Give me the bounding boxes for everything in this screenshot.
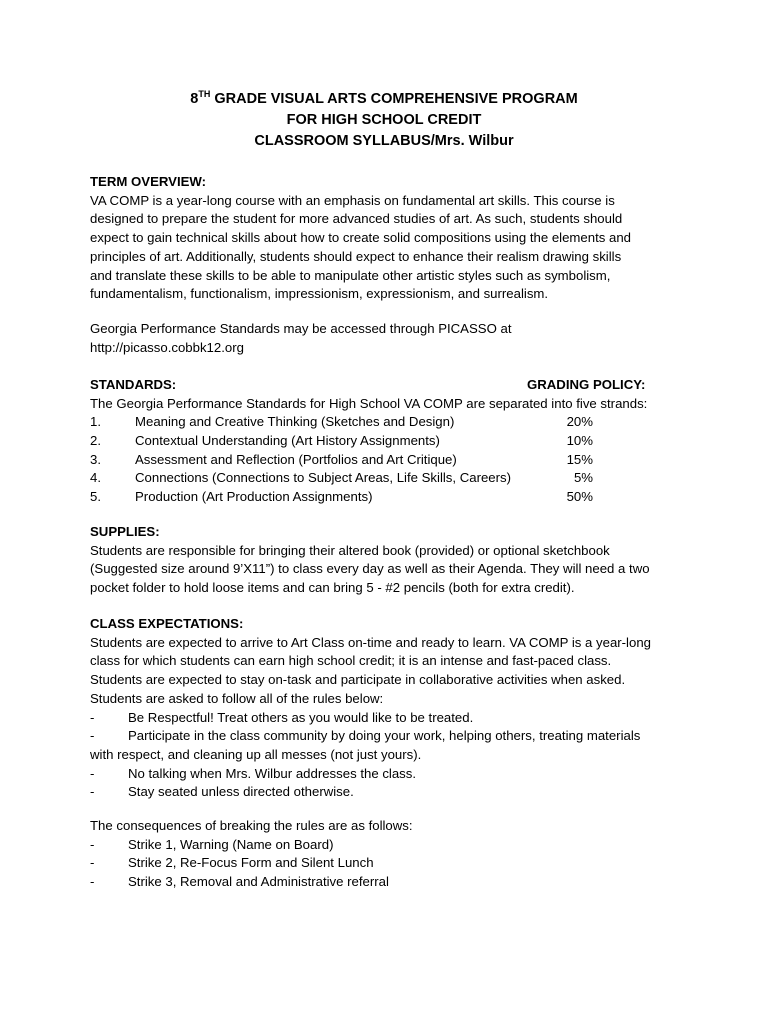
- paragraph-line: principles of art. Additionally, students should expect to enhance their realism drawing skills: [90, 248, 622, 264]
- strand-row: [90, 432, 690, 451]
- strand-number: 5.: [90, 489, 101, 505]
- consequence-item: [90, 873, 690, 892]
- consequence-text: Strike 2, Re-Focus Form and Silent Lunch: [128, 855, 374, 871]
- paragraph-line: (Suggested size around 9’X11”) to class every day as well as their Agenda. They will need a two: [90, 561, 650, 577]
- dash-bullet: -: [90, 874, 95, 890]
- strand-percent: 15%: [566, 451, 593, 467]
- title-superscript: TH: [198, 89, 211, 99]
- paragraph-line: Students are expected to stay on-task and participate in collaborative activities when asked.: [90, 672, 626, 688]
- rule-item: [90, 709, 690, 728]
- strand-row: [90, 469, 690, 488]
- consequence-item: [90, 836, 690, 855]
- dash-bullet: -: [90, 765, 95, 781]
- rule-text: Stay seated unless directed otherwise.: [128, 784, 354, 800]
- paragraph-line: Students are asked to follow all of the rules below:: [90, 690, 384, 706]
- paragraph-line: expect to gain technical skills about how to create solid compositions using the elements and: [90, 230, 631, 246]
- dash-bullet: -: [90, 784, 95, 800]
- georgia-standards-note: [90, 320, 690, 357]
- consequence-text: Strike 1, Warning (Name on Board): [128, 836, 334, 852]
- paragraph-line: Georgia Performance Standards may be accessed through PICASSO at: [90, 321, 512, 336]
- dash-bullet: -: [90, 855, 95, 871]
- strand-text: Contextual Understanding (Art History Assignments): [135, 433, 440, 449]
- strand-text: Assessment and Reflection (Portfolios and Art Critique): [135, 451, 457, 467]
- rule-item: [90, 727, 690, 746]
- paragraph-line: class for which students can earn high school credit; it is an intense and fast-paced class.: [90, 653, 612, 669]
- strand-number: 2.: [90, 433, 101, 449]
- strand-number: 3.: [90, 451, 101, 467]
- paragraph-line: fundamentalism, functionalism, impressionism, expressionism, and surrealism.: [90, 286, 549, 302]
- standards-heading: STANDARDS:: [90, 377, 177, 392]
- strand-row: [90, 413, 690, 432]
- strand-number: 1.: [90, 414, 101, 430]
- term-overview-section: [90, 173, 690, 304]
- strand-text: Connections (Connections to Subject Areas, Life Skills, Careers): [135, 470, 512, 486]
- strand-percent: 5%: [573, 470, 593, 486]
- rule-text: Be Respectful! Treat others as you would like to be treated.: [128, 709, 474, 725]
- consequences-intro: The consequences of breaking the rules are as follows:: [90, 818, 413, 833]
- strand-row: [90, 451, 690, 470]
- paragraph-line: Students are expected to arrive to Art Class on-time and ready to learn. VA COMP is a year-long: [90, 634, 651, 650]
- rule-text: Participate in the class community by doing your work, helping others, treating materials: [128, 728, 641, 744]
- paragraph-line: and translate these skills to be able to manipulate other artistic styles such as symbolism,: [90, 267, 611, 283]
- title-line-2: FOR HIGH SCHOOL CREDIT: [286, 112, 482, 128]
- strand-percent: 10%: [566, 433, 593, 449]
- rule-text: No talking when Mrs. Wilbur addresses the class.: [128, 765, 417, 781]
- class-expectations-heading: CLASS EXPECTATIONS:: [90, 616, 244, 631]
- strand-text: Meaning and Creative Thinking (Sketches and Design): [135, 414, 455, 430]
- strand-text: Production (Art Production Assignments): [135, 489, 373, 505]
- rule-item: [90, 765, 690, 784]
- term-overview-heading: TERM OVERVIEW:: [90, 174, 207, 189]
- dash-bullet: -: [90, 709, 95, 725]
- title-line-1: 8TH GRADE VISUAL ARTS COMPREHENSIVE PROGRAM: [190, 89, 578, 107]
- strand-percent: 50%: [566, 489, 593, 505]
- standards-intro: The Georgia Performance Standards for High School VA COMP are separated into five strands:: [90, 395, 648, 411]
- strand-percent: 20%: [566, 414, 593, 430]
- paragraph-line: VA COMP is a year-long course with an emphasis on fundamental art skills. This course is: [90, 192, 615, 208]
- strand-row: [90, 488, 690, 507]
- consequence-item: [90, 854, 690, 873]
- paragraph-line: pocket folder to hold loose items and can bring 5 - #2 pencils (both for extra credit).: [90, 580, 575, 596]
- rule-item: [90, 783, 690, 802]
- dash-bullet: -: [90, 728, 95, 744]
- supplies-heading: SUPPLIES:: [90, 524, 160, 539]
- picasso-url: http://picasso.cobbk12.org: [90, 339, 244, 355]
- standards-heading-row: [90, 376, 690, 395]
- grading-policy-heading: GRADING POLICY:: [527, 377, 646, 392]
- strand-number: 4.: [90, 470, 101, 486]
- standards-section: [90, 376, 690, 507]
- title-line-3: CLASSROOM SYLLABUS/Mrs. Wilbur: [254, 133, 514, 149]
- consequence-text: Strike 3, Removal and Administrative referral: [128, 874, 389, 890]
- rule-continuation: with respect, and cleaning up all messes (not just yours).: [90, 746, 422, 762]
- class-expectations-section: [90, 615, 690, 802]
- document-title: [0, 89, 768, 152]
- supplies-section: [90, 523, 690, 598]
- paragraph-line: Students are responsible for bringing their altered book (provided) or optional sketchbook: [90, 542, 610, 558]
- paragraph-line: designed to prepare the student for more advanced studies of art. As such, students should: [90, 211, 623, 227]
- dash-bullet: -: [90, 836, 95, 852]
- consequences-section: [90, 817, 690, 892]
